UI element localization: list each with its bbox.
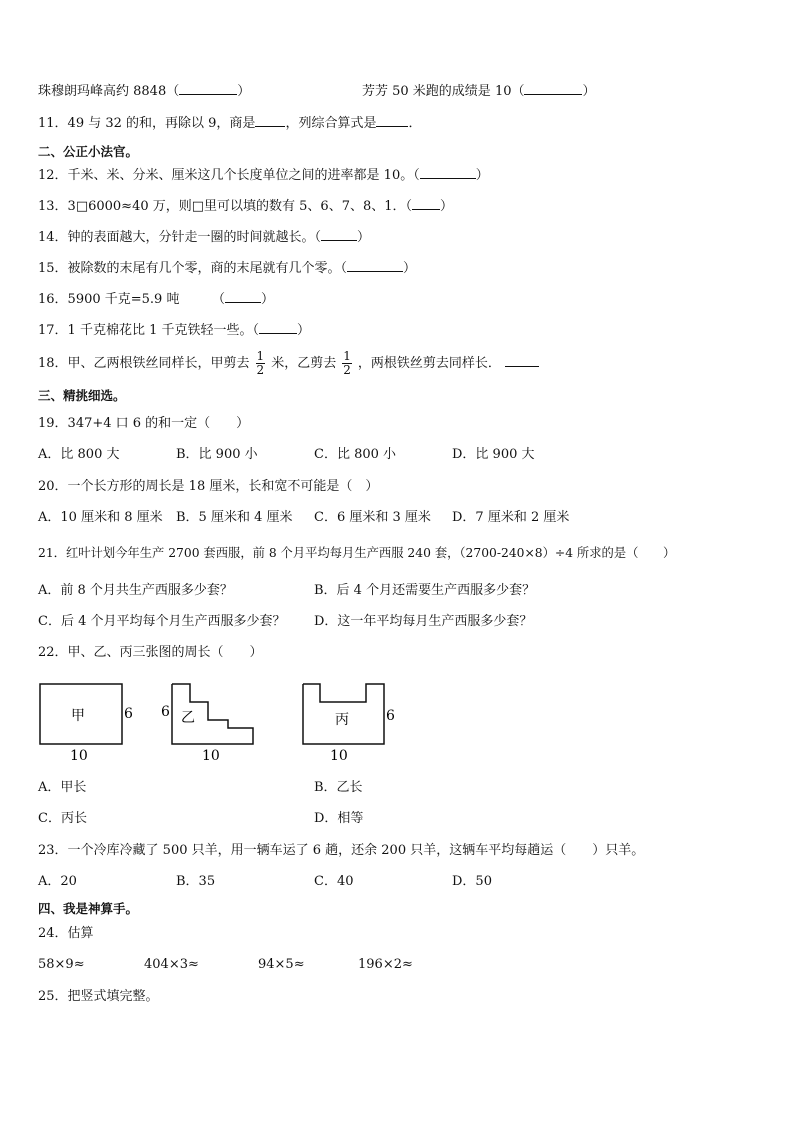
q19-option-a[interactable]: A．比 800 大 <box>38 447 120 462</box>
q19-option-c[interactable]: C．比 800 小 <box>314 447 397 462</box>
q23-option-c[interactable]: C．40 <box>314 874 354 889</box>
answer-blank[interactable] <box>420 166 476 179</box>
figure-yi-side-label: 6 <box>161 704 170 720</box>
question-17 <box>38 321 310 340</box>
q16-text: 16．5900 千克=5.9 吨 （ <box>38 292 225 307</box>
paren-close: ） <box>403 261 417 276</box>
q22-option-c[interactable]: C．丙长 <box>38 811 87 826</box>
question-12 <box>38 166 489 185</box>
figure-bing-label: 丙 <box>335 712 349 728</box>
q22-option-d[interactable]: D．相等 <box>314 811 364 826</box>
q19-option-d[interactable]: D．比 900 大 <box>452 447 535 462</box>
figure-jia-label: 甲 <box>71 708 85 724</box>
answer-blank[interactable] <box>412 197 440 210</box>
question-line-height <box>38 82 250 101</box>
fraction-numerator: 1 <box>256 349 265 363</box>
q12-text: 12．千米、米、分米、厘米这几个长度单位之间的进率都是 10。（ <box>38 168 420 183</box>
question-22: 22．甲、乙、丙三张图的周长（ ） <box>38 645 263 660</box>
question-11 <box>38 114 421 133</box>
q23-option-d[interactable]: D．50 <box>452 874 492 889</box>
answer-blank[interactable] <box>179 82 237 95</box>
paren-close: ） <box>237 84 251 99</box>
q20-option-d[interactable]: D．7 厘米和 2 厘米 <box>452 510 570 525</box>
answer-blank[interactable] <box>505 354 539 367</box>
estimate-item-2: 404×3≈ <box>144 957 199 972</box>
section-heading-4: 四、我是神算手。 <box>38 901 139 916</box>
question-20: 20．一个长方形的周长是 18 厘米，长和宽不可能是（ ） <box>38 479 379 494</box>
q23-option-a[interactable]: A．20 <box>38 874 77 889</box>
answer-blank[interactable] <box>259 321 297 334</box>
q15-text: 15．被除数的末尾有几个零，商的末尾就有几个零。（ <box>38 261 348 276</box>
q23-option-b[interactable]: B．35 <box>176 874 216 889</box>
q20-option-b[interactable]: B．5 厘米和 4 厘米 <box>176 510 293 525</box>
q21-option-d[interactable]: D．这一年平均每月生产西服多少套？ <box>314 614 533 629</box>
figure-jia-bottom-label: 10 <box>70 748 88 764</box>
q18-text-c: ，两根铁丝剪去同样长． <box>357 356 501 371</box>
fraction-denominator: 2 <box>256 363 265 377</box>
height-text: 珠穆朗玛峰高约 8848（ <box>38 84 180 99</box>
q11-text-b: ，列综合算式是 <box>285 116 377 131</box>
fraction-numerator: 1 <box>343 349 351 363</box>
q18-text-b: 米，乙剪去 <box>271 356 337 371</box>
q11-text-c: ． <box>408 116 422 131</box>
paren-close: ） <box>440 199 454 214</box>
q21-option-a[interactable]: A．前 8 个月共生产西服多少套？ <box>38 583 233 598</box>
question-line-run <box>362 82 596 101</box>
section-heading-2: 二、公正小法官。 <box>38 144 139 159</box>
question-18 <box>38 346 539 382</box>
fraction-denominator: 2 <box>343 363 351 377</box>
paren-close: ） <box>582 84 596 99</box>
q22-option-b[interactable]: B．乙长 <box>314 780 363 795</box>
q22-option-a[interactable]: A．甲长 <box>38 780 87 795</box>
paren-close: ） <box>260 292 274 307</box>
answer-blank[interactable] <box>321 228 357 241</box>
answer-blank[interactable] <box>347 259 403 272</box>
figure-bing-bottom-label: 10 <box>330 748 348 764</box>
fraction-half <box>342 350 352 377</box>
question-24: 24．估算 <box>38 926 94 941</box>
question-16 <box>38 290 274 309</box>
estimate-item-4: 196×2≈ <box>358 957 413 972</box>
paren-close: ） <box>296 323 310 338</box>
question-23: 23．一个冷库冷藏了 500 只羊，用一辆车运了 6 趟，还余 200 只羊，这辆车平均每趟运（ ）只羊。 <box>38 843 645 858</box>
answer-blank[interactable] <box>524 82 582 95</box>
answer-blank[interactable] <box>225 290 261 303</box>
question-19: 19．347+4 口 6 的和一定（ ） <box>38 416 250 431</box>
fraction-half <box>256 350 266 377</box>
q20-option-a[interactable]: A．10 厘米和 8 厘米 <box>38 510 163 525</box>
figure-jia-side-label: 6 <box>124 706 133 722</box>
section-heading-3: 三、精挑细选。 <box>38 388 126 403</box>
figure-bing-side-label: 6 <box>386 708 395 724</box>
paren-close: ） <box>475 168 489 183</box>
q13-text: 13．3□6000≈40 万，则□里可以填的数有 5、6、7、8、1．（ <box>38 199 413 214</box>
perimeter-figures <box>30 672 410 764</box>
figure-yi-bottom-label: 10 <box>202 748 220 764</box>
q11-text-a: 11．49 与 32 的和，再除以 9，商是 <box>38 116 256 131</box>
q18-text-a: 18．甲、乙两根铁丝同样长，甲剪去 <box>38 356 250 371</box>
question-21: 21．红叶计划今年生产 2700 套西服，前 8 个月平均每月生产西服 240 套，（2700-240×8）÷4 所求的是（ ） <box>38 546 676 560</box>
q21-option-c[interactable]: C．后 4 个月平均每个月生产西服多少套？ <box>38 614 286 629</box>
q14-text: 14．钟的表面越大，分针走一圈的时间就越长。（ <box>38 230 322 245</box>
run-text: 芳芳 50 米跑的成绩是 10（ <box>362 84 525 99</box>
question-15 <box>38 259 416 278</box>
answer-blank[interactable] <box>376 114 408 127</box>
figure-yi-label: 乙 <box>181 710 195 726</box>
question-13 <box>38 197 453 216</box>
q17-text: 17．1 千克棉花比 1 千克铁轻一些。（ <box>38 323 259 338</box>
estimate-item-1: 58×9≈ <box>38 957 85 972</box>
q21-option-b[interactable]: B．后 4 个月还需要生产西服多少套？ <box>314 583 536 598</box>
answer-blank[interactable] <box>255 114 285 127</box>
q19-option-b[interactable]: B．比 900 小 <box>176 447 258 462</box>
question-14 <box>38 228 370 247</box>
paren-close: ） <box>357 230 371 245</box>
estimate-item-3: 94×5≈ <box>258 957 305 972</box>
question-25: 25．把竖式填完整。 <box>38 989 159 1004</box>
q20-option-c[interactable]: C．6 厘米和 3 厘米 <box>314 510 431 525</box>
